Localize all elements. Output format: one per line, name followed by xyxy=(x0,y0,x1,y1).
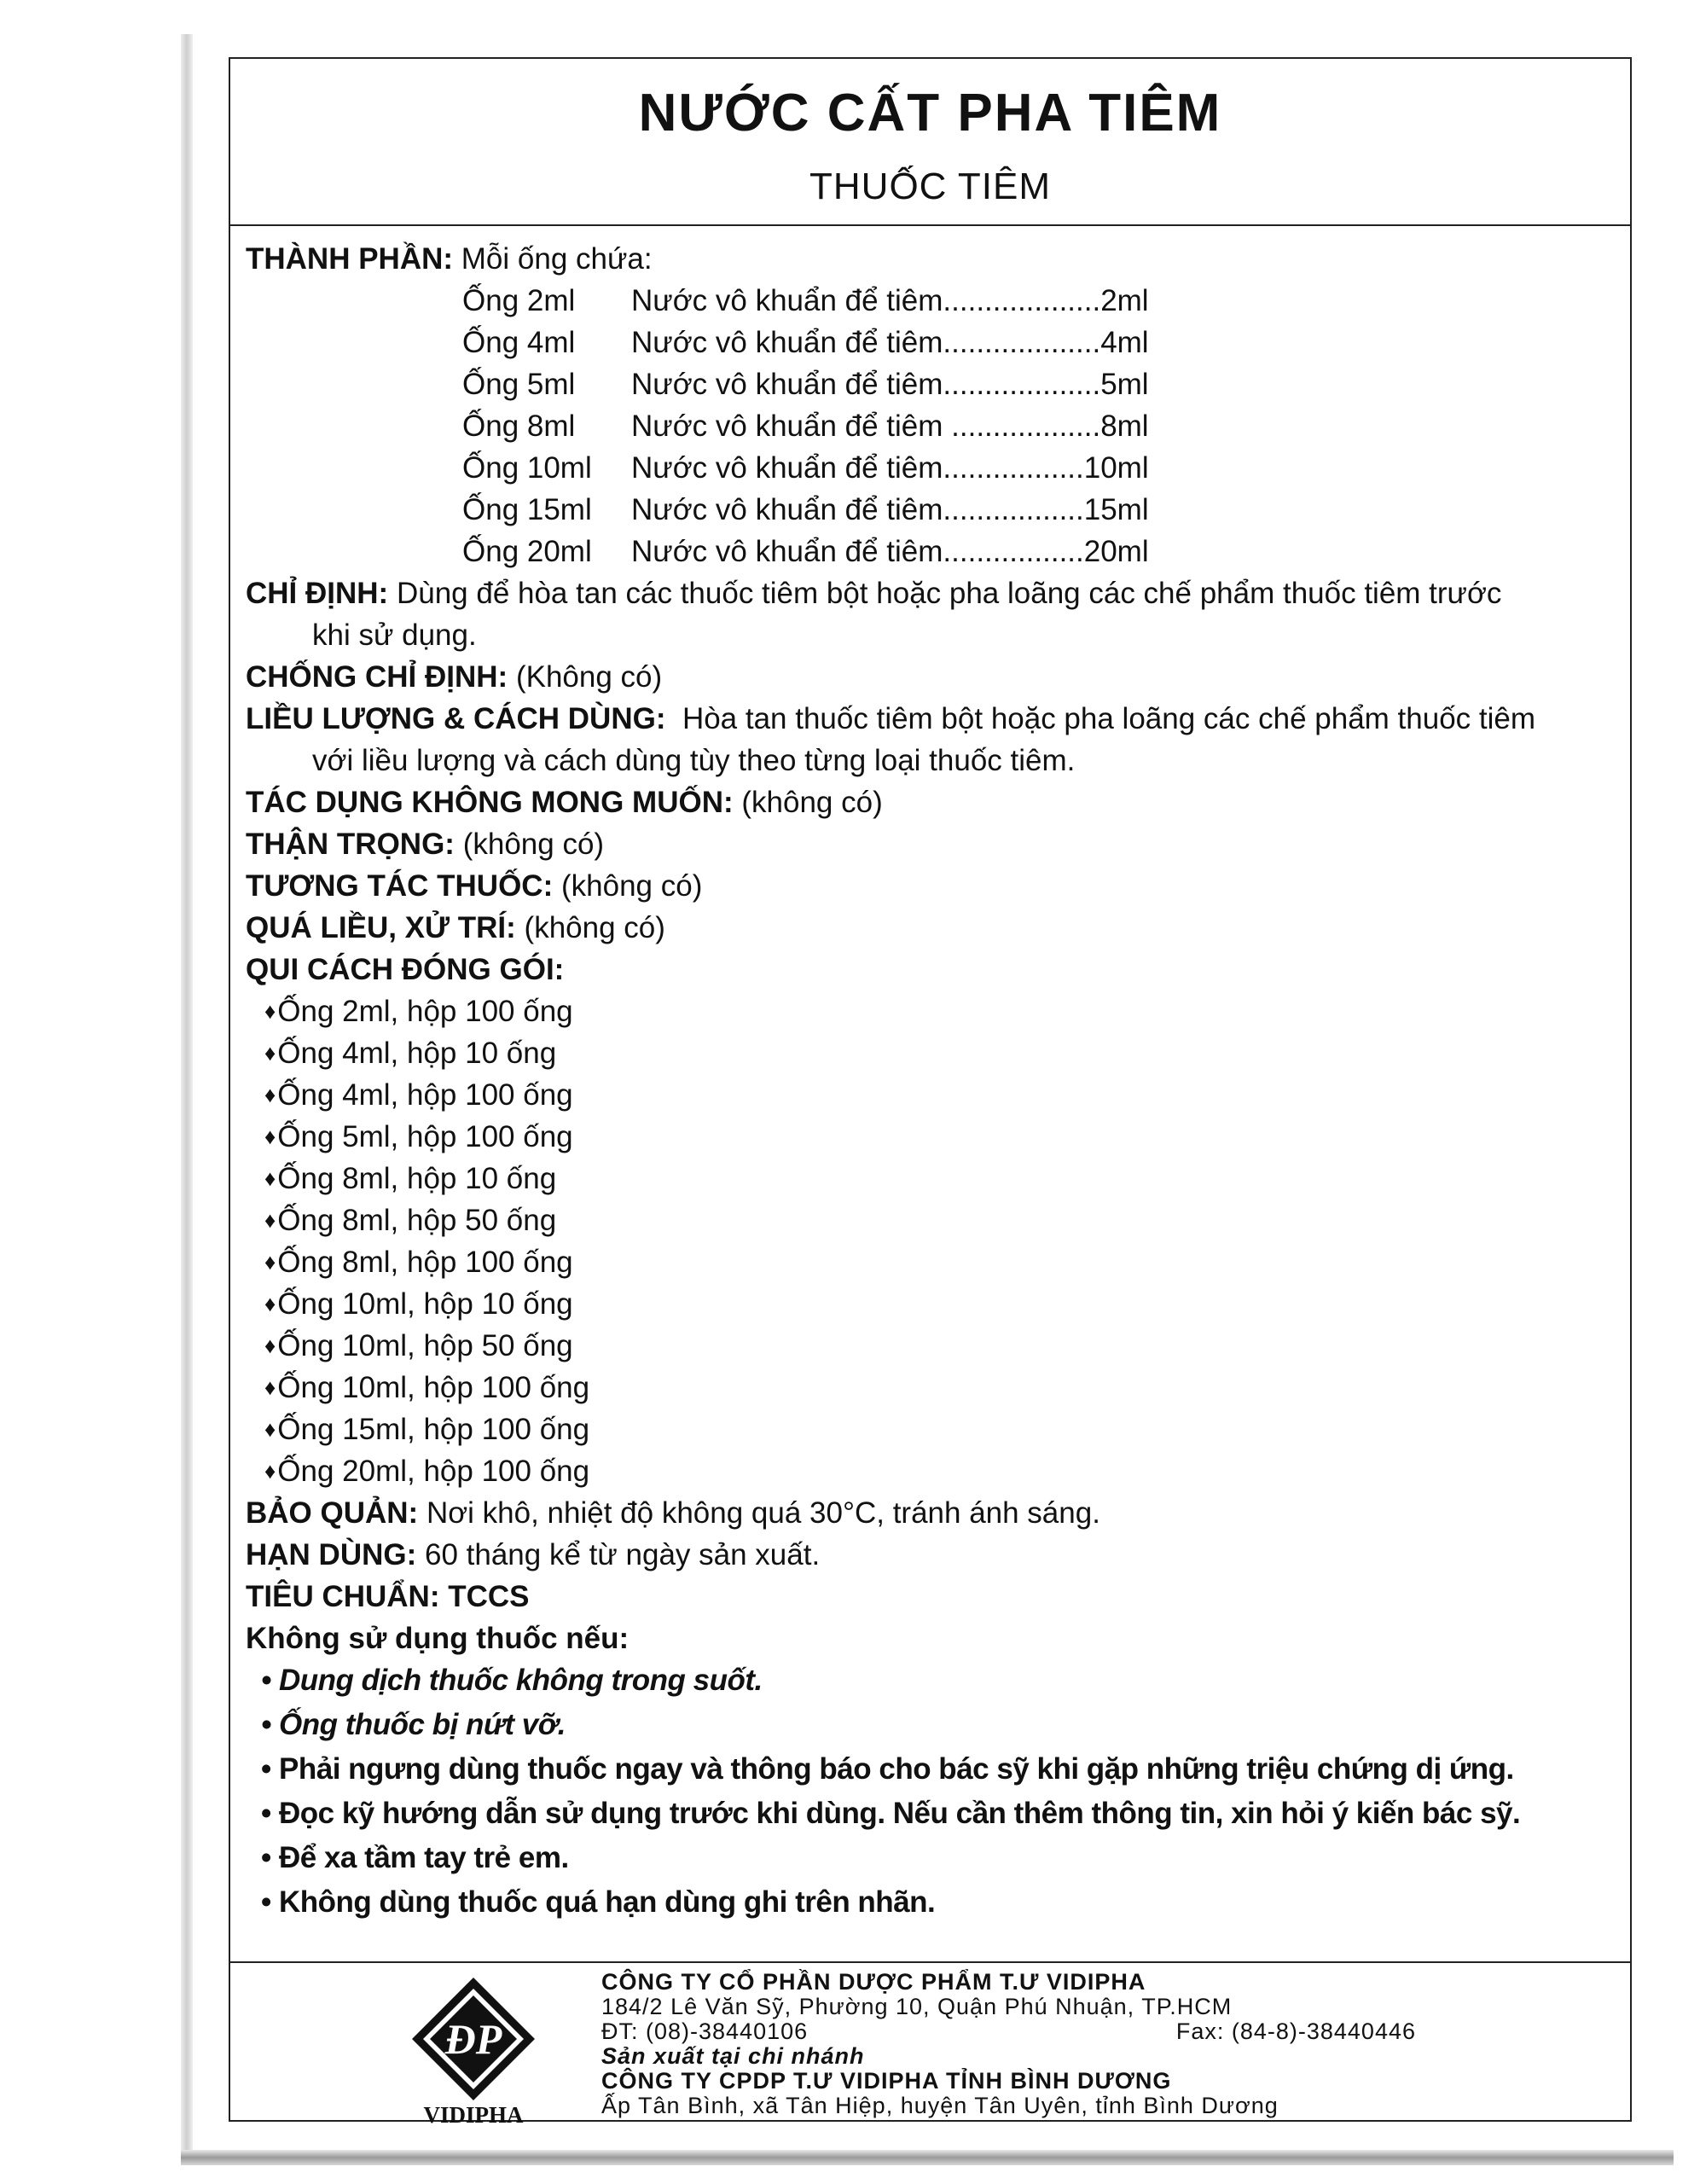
company-footer xyxy=(230,1961,1630,2128)
logo-text: VIDIPHA xyxy=(423,2102,524,2128)
packaging-item: Ống 8ml, hộp 100 ống xyxy=(277,1246,573,1279)
packaging-item: Ống 4ml, hộp 100 ống xyxy=(277,1078,573,1112)
list-item xyxy=(246,1241,1620,1283)
overdose-text: (không có) xyxy=(524,911,665,944)
page-shadow-bottom xyxy=(181,2150,1674,2165)
diamond-bullet-icon: ♦ xyxy=(264,1374,276,1400)
contraindication-label: CHỐNG CHỈ ĐỊNH: xyxy=(246,660,508,694)
packaging-item: Ống 10ml, hộp 10 ống xyxy=(277,1287,573,1321)
packaging-list xyxy=(246,990,1620,1492)
ampoule-size: Ống 2ml xyxy=(462,284,576,317)
ampoule-content: Nước vô khuẩn để tiêm ..................8ml xyxy=(631,410,1149,443)
page-subtitle: THUỐC TIÊM xyxy=(809,166,1051,207)
leaflet-body xyxy=(246,238,1620,1926)
company-contact xyxy=(601,2019,1416,2044)
list-item xyxy=(246,1158,1620,1199)
packaging-label: QUI CÁCH ĐÓNG GÓI: xyxy=(246,953,565,986)
diamond-bullet-icon: ♦ xyxy=(264,1291,276,1316)
packaging-item: Ống 5ml, hộp 100 ống xyxy=(277,1120,573,1153)
ampoule-content: Nước vô khuẩn để tiêm...................2ml xyxy=(631,284,1149,317)
warning-item: Để xa tầm tay trẻ em. xyxy=(279,1841,569,1874)
standard-text: TCCS xyxy=(448,1580,530,1613)
list-item xyxy=(246,1325,1620,1367)
expiry-label: HẠN DÙNG: xyxy=(246,1538,417,1571)
dosage-continuation: với liều lượng và cách dùng tùy theo từng loại thuốc tiêm. xyxy=(312,744,1076,777)
overdose-label: QUÁ LIỀU, XỬ TRÍ: xyxy=(246,911,516,944)
list-item xyxy=(246,1116,1620,1158)
precautions-label: THẬN TRỌNG: xyxy=(246,828,455,861)
bullet-icon: • xyxy=(261,1797,271,1830)
contraindication-text: (Không có) xyxy=(515,660,663,694)
composition-intro: Mỗi ống chứa: xyxy=(461,242,653,276)
list-item xyxy=(246,1704,1620,1748)
ampoule-size: Ống 20ml xyxy=(462,535,592,568)
logo-glyph: ĐP xyxy=(444,2015,502,2063)
composition-row xyxy=(246,531,1620,572)
diamond-bullet-icon: ♦ xyxy=(264,998,276,1024)
warning-item: Ống thuốc bị nứt vỡ. xyxy=(279,1708,566,1741)
precautions-text: (không có) xyxy=(462,828,605,861)
diamond-bullet-icon: ♦ xyxy=(264,1207,276,1233)
indication-continuation: khi sử dụng. xyxy=(312,619,477,652)
leaflet-header xyxy=(230,59,1630,226)
warning-item: Không dùng thuốc quá hạn dùng ghi trên nhãn. xyxy=(279,1885,936,1919)
indication-label: CHỈ ĐỊNH: xyxy=(246,577,389,610)
side-effects-label: TÁC DỤNG KHÔNG MONG MUỐN: xyxy=(246,786,734,819)
ampoule-size: Ống 8ml xyxy=(462,410,576,443)
warning-item: Dung dịch thuốc không trong suốt. xyxy=(279,1664,763,1697)
packaging-item: Ống 8ml, hộp 10 ống xyxy=(277,1162,557,1195)
composition-row xyxy=(246,280,1620,322)
ampoule-content: Nước vô khuẩn để tiêm...................4ml xyxy=(631,326,1149,359)
diamond-bullet-icon: ♦ xyxy=(264,1416,276,1442)
storage-section xyxy=(246,1492,1620,1534)
indication-section xyxy=(246,572,1620,614)
overdose-section xyxy=(246,907,1620,949)
ampoule-size: Ống 10ml xyxy=(462,451,592,485)
contraindication-section xyxy=(246,656,1620,698)
list-item xyxy=(246,1199,1620,1241)
ampoule-size: Ống 15ml xyxy=(462,493,592,526)
bullet-icon: • xyxy=(261,1752,271,1786)
composition-label: THÀNH PHẦN: xyxy=(246,242,454,276)
standard-section xyxy=(246,1576,1620,1618)
page-shadow-left xyxy=(181,34,193,2158)
storage-text: Nơi khô, nhiệt độ không quá 30°C, tránh ánh sáng. xyxy=(426,1496,1100,1530)
dosage-section xyxy=(246,698,1620,740)
composition-heading xyxy=(246,238,1620,280)
list-item xyxy=(246,1659,1620,1704)
list-item xyxy=(246,1748,1620,1792)
composition-table xyxy=(246,280,1620,572)
list-item xyxy=(246,1367,1620,1409)
interactions-label: TƯƠNG TÁC THUỐC: xyxy=(246,869,554,903)
bullet-icon: • xyxy=(261,1885,271,1919)
expiry-section xyxy=(246,1534,1620,1576)
indication-text: Dùng để hòa tan các thuốc tiêm bột hoặc pha loãng các chế phẩm thuốc tiêm trước xyxy=(396,577,1502,610)
composition-row xyxy=(246,405,1620,447)
ampoule-size: Ống 5ml xyxy=(462,368,576,401)
leaflet-page xyxy=(229,57,1632,2128)
diamond-bullet-icon: ♦ xyxy=(264,1124,276,1149)
side-effects-text: (không có) xyxy=(741,786,883,819)
precautions-section xyxy=(246,823,1620,865)
list-item xyxy=(246,1792,1620,1837)
storage-label: BẢO QUẢN: xyxy=(246,1496,419,1530)
branch-name: CÔNG TY CPDP T.Ư VIDIPHA TỈNH BÌNH DƯƠNG xyxy=(601,2068,1172,2094)
dosage-text: Hòa tan thuốc tiêm bột hoặc pha loãng các chế phẩm thuốc tiêm xyxy=(682,702,1536,735)
list-item xyxy=(246,1409,1620,1450)
company-phone: ĐT: (08)-38440106 xyxy=(601,2018,809,2044)
bullet-icon: • xyxy=(261,1664,271,1697)
list-item xyxy=(246,1032,1620,1074)
warning-item: Đọc kỹ hướng dẫn sử dụng trước khi dùng. Nếu cần thêm thông tin, xin hỏi ý kiến bác sỹ. xyxy=(279,1797,1521,1830)
ampoule-content: Nước vô khuẩn để tiêm.................10ml xyxy=(631,451,1149,485)
list-item xyxy=(246,1881,1620,1926)
bullet-icon: • xyxy=(261,1708,271,1741)
dosage-label: LIỀU LƯỢNG & CÁCH DÙNG: xyxy=(246,702,666,735)
diamond-bullet-icon: ♦ xyxy=(264,1458,276,1484)
branch-address: Ấp Tân Bình, xã Tân Hiệp, huyện Tân Uyên, tỉnh Bình Dương xyxy=(601,2093,1279,2118)
packaging-item: Ống 20ml, hộp 100 ống xyxy=(277,1455,590,1488)
composition-row xyxy=(246,363,1620,405)
composition-row xyxy=(246,489,1620,531)
list-item xyxy=(246,1283,1620,1325)
standard-label: TIÊU CHUẨN: xyxy=(246,1580,440,1613)
diamond-bullet-icon: ♦ xyxy=(264,1165,276,1191)
list-item xyxy=(246,1450,1620,1492)
vidipha-logo-icon xyxy=(409,1975,537,2103)
warnings-list xyxy=(246,1659,1620,1926)
company-fax: Fax: (84-8)-38440446 xyxy=(1175,2018,1416,2044)
packaging-item: Ống 4ml, hộp 10 ống xyxy=(277,1037,557,1070)
expiry-text: 60 tháng kể từ ngày sản xuất. xyxy=(425,1538,821,1571)
ampoule-content: Nước vô khuẩn để tiêm.................15ml xyxy=(631,493,1149,526)
packaging-item: Ống 10ml, hộp 50 ống xyxy=(277,1329,573,1362)
diamond-bullet-icon: ♦ xyxy=(264,1040,276,1066)
warnings-heading: Không sử dụng thuốc nếu: xyxy=(246,1622,630,1655)
packaging-item: Ống 8ml, hộp 50 ống xyxy=(277,1204,557,1237)
list-item xyxy=(246,1074,1620,1116)
composition-row xyxy=(246,322,1620,363)
packaging-item: Ống 2ml, hộp 100 ống xyxy=(277,995,573,1028)
composition-row xyxy=(246,447,1620,489)
packaging-item: Ống 10ml, hộp 100 ống xyxy=(277,1371,590,1404)
diamond-bullet-icon: ♦ xyxy=(264,1082,276,1107)
diamond-bullet-icon: ♦ xyxy=(264,1249,276,1275)
interactions-text: (không có) xyxy=(560,869,703,903)
ampoule-size: Ống 4ml xyxy=(462,326,576,359)
warning-item: Phải ngưng dùng thuốc ngay và thông báo cho bác sỹ khi gặp những triệu chứng dị ứng. xyxy=(279,1752,1514,1786)
diamond-bullet-icon: ♦ xyxy=(264,1333,276,1358)
company-address: 184/2 Lê Văn Sỹ, Phường 10, Quận Phú Nhuận, TP.HCM xyxy=(601,1994,1233,2019)
ampoule-content: Nước vô khuẩn để tiêm.................20ml xyxy=(631,535,1149,568)
side-effects-section xyxy=(246,781,1620,823)
packaging-heading xyxy=(246,949,1620,990)
made-at-label: Sản xuất tại chi nhánh xyxy=(601,2043,865,2069)
ampoule-content: Nước vô khuẩn để tiêm...................5ml xyxy=(631,368,1149,401)
packaging-item: Ống 15ml, hộp 100 ống xyxy=(277,1413,590,1446)
bullet-icon: • xyxy=(261,1841,271,1874)
interactions-section xyxy=(246,865,1620,907)
company-name: CÔNG TY CỔ PHẦN DƯỢC PHẨM T.Ư VIDIPHA xyxy=(601,1969,1146,1995)
page-title: NƯỚC CẤT PHA TIÊM xyxy=(638,84,1222,142)
list-item xyxy=(246,1837,1620,1881)
list-item xyxy=(246,990,1620,1032)
